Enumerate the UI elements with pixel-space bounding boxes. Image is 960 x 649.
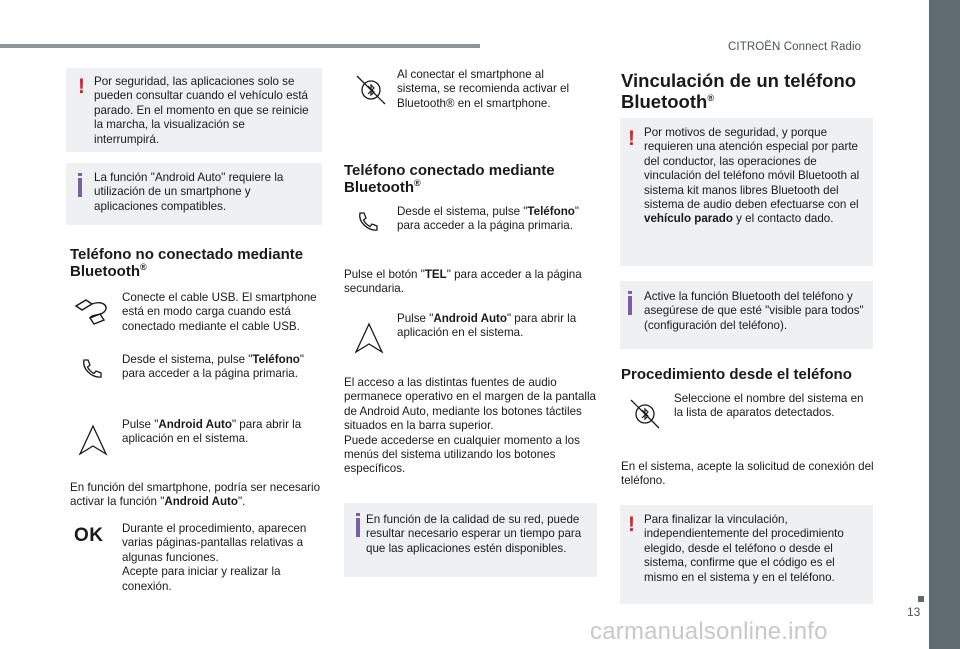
info-icon	[78, 173, 82, 197]
header-rule	[0, 44, 480, 48]
tel-paragraph: Pulse el botón "TEL" para acceder a la página secundaria.	[344, 268, 582, 296]
info-icon	[356, 513, 360, 537]
accept-connection-paragraph: En el sistema, acepte la solicitud de conexión del teléfono.	[621, 460, 874, 488]
bluetooth-icon	[354, 73, 388, 107]
warning-box	[66, 68, 322, 152]
usb-cable-icon	[72, 296, 114, 326]
sub-heading: Procedimiento desde el teléfono	[621, 366, 852, 383]
step-android-text-2: Pulse "Android Auto" para abrir la aplicación en el sistema.	[397, 312, 577, 340]
step-usb-text: Conecte el cable USB. El smartphone está en modo carga cuando está conectado mediante el cable USB.	[122, 291, 317, 333]
info-box	[66, 163, 322, 225]
ok-label: OK	[74, 525, 104, 546]
warning-text-2: Por motivos de seguridad, y porque requieren una atención especial por parte del conductor, las operaciones de vinculación del teléfono móvil Bluetooth al sistema kit manos libres Bluetooth del sistema de audio deben efectuarse con el vehículo parado y el contacto dado.	[644, 126, 860, 226]
android-auto-icon	[354, 322, 384, 354]
info-text: La función "Android Auto" requiere la utilización de un smartphone y aplicaciones compatibles.	[94, 171, 284, 213]
info-icon	[628, 291, 632, 315]
section-title: Vinculación de un teléfono Bluetooth®	[621, 70, 857, 112]
brand-title: CITROËN Connect Radio	[728, 41, 862, 53]
audio-access-paragraph: El acceso a las distintas fuentes de audio permanece operativo en el margen de la pantalla de Android Auto, mediante los botones táctiles situados en la barra superior. Puede accederse en cualquier momento a los menús del sistema utilizando los botones específicos.	[344, 376, 597, 476]
warning-box-3	[620, 505, 873, 604]
info-text-2: En función de la calidad de su red, puede resultar necesario esperar un tiempo para que las aplicaciones estén disponibles.	[366, 513, 582, 555]
info-text-3: Active la función Bluetooth del teléfono y asegúrese de que esté "visible para todos" (configuración del teléfono).	[644, 290, 864, 332]
android-auto-icon	[78, 424, 108, 456]
info-box-3	[620, 281, 873, 349]
section-heading-2: Teléfono conectado mediante Bluetooth®	[344, 162, 555, 196]
warning-icon: !	[628, 127, 635, 150]
bluetooth-icon	[628, 397, 662, 431]
section-heading: Teléfono no conectado mediante Bluetooth®	[70, 246, 304, 280]
warning-text-3: Para finalizar la vinculación, independientemente del procedimiento elegido, desde el teléfono o desde el sistema, confirme que el código es el mismo en el sistema y en el teléfono.	[644, 513, 844, 584]
activation-paragraph: En función del smartphone, podría ser necesario activar la función "Android Auto".	[70, 481, 321, 509]
page-marker	[918, 596, 924, 602]
page-number: 13	[907, 605, 921, 619]
phone-handset-icon	[80, 357, 102, 379]
page-edge-band	[929, 0, 960, 649]
watermark: carmanualsonline.info	[590, 618, 828, 645]
phone-handset-icon	[356, 210, 378, 232]
bluetooth-text: Al conectar el smartphone al sistema, se recomienda activar el Bluetooth® en el smartphone.	[397, 68, 570, 110]
step-android-text: Pulse "Android Auto" para abrir la aplicación en el sistema.	[122, 418, 302, 446]
step-phone-text-2: Desde el sistema, pulse "Teléfono" para acceder a la página primaria.	[397, 205, 579, 233]
warning-text: Por seguridad, las aplicaciones solo se pueden consultar cuando el vehículo está parado. En el momento en que se reinicie la marcha, la visualización se interrumpirá.	[94, 75, 309, 146]
warning-icon: !	[628, 513, 635, 536]
info-box-2	[344, 503, 597, 577]
step-ok-text: Durante el procedimiento, aparecen varias páginas-pantallas relativas a algunas funciones. Acepte para iniciar y realizar la conexión.	[122, 522, 307, 593]
warning-box-2	[620, 118, 873, 266]
select-device-text: Seleccione el nombre del sistema en la lista de aparatos detectados.	[674, 392, 864, 420]
warning-icon: !	[78, 75, 85, 98]
step-phone-text: Desde el sistema, pulse "Teléfono" para acceder a la página primaria.	[122, 353, 304, 381]
